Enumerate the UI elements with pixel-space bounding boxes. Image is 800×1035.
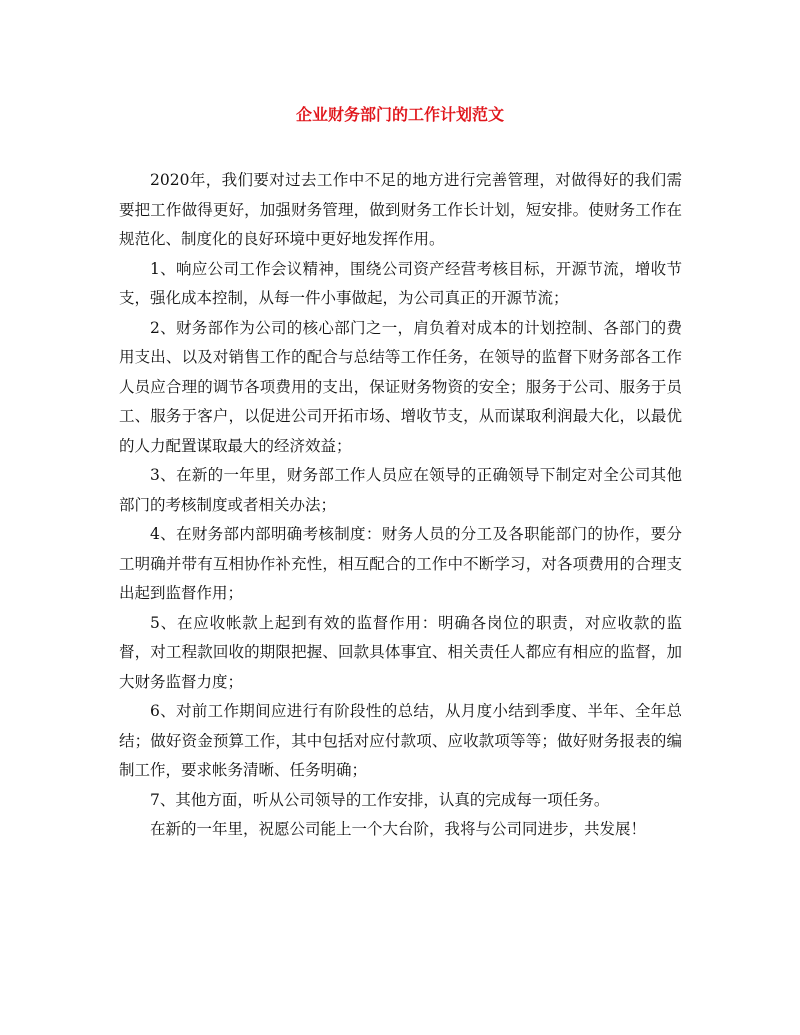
paragraph-item-7: 7、其他方面，听从公司领导的工作安排，认真的完成每一项任务。 xyxy=(150,790,610,809)
paragraph-closing: 在新的一年里，祝愿公司能上一个大台阶，我将与公司同进步，共发展！ xyxy=(150,820,647,838)
paragraph-item-3: 3、在新的一年里，财务部工作人员应在领导的正确领导下制定对全公司其他部门的考核制度或者相关办法； xyxy=(119,466,682,514)
paragraph-item-1: 1、响应公司工作会议精神，围绕公司资产经营考核目标，开源节流，增收节支，强化成本控制，从每一件小事做起，为公司真正的开源节流； xyxy=(119,259,682,307)
document-title: 企业财务部门的工作计划范文 xyxy=(295,105,504,124)
document-body xyxy=(119,166,682,845)
paragraph-item-2: 2、财务部作为公司的核心部门之一，肩负着对成本的计划控制、各部门的费用支出、以及对销售工作的配合与总结等工作任务，在领导的监督下财务部各工作人员应合理的调节各项费用的支出，保证财务物资的安全；服务于公司、服务于员工、服务于客户，以促进公司开拓市场、增收节支，从而谋取利润最大化，以最优的人力配置谋取最大的经济效益； xyxy=(119,318,682,455)
paragraph-item-4: 4、在财务部内部明确考核制度：财务人员的分工及各职能部门的协作，要分工明确并带有互相协作补充性，相互配合的工作中不断学习，对各项费用的合理支出起到监督作用； xyxy=(119,525,682,602)
paragraph-item-6: 6、对前工作期间应进行有阶段性的总结，从月度小结到季度、半年、全年总结；做好资金预算工作，其中包括对应付款项、应收款项等等；做好财务报表的编制工作，要求帐务清晰、任务明确； xyxy=(119,702,682,779)
paragraph-item-5: 5、在应收帐款上起到有效的监督作用：明确各岗位的职责，对应收款的监督，对工程款回收的期限把握、回款具体事宜、相关责任人都应有相应的监督，加大财务监督力度； xyxy=(119,613,682,691)
paragraph-intro: 2020年，我们要对过去工作中不足的地方进行完善管理，对做得好的我们需要把工作做得更好，加强财务管理，做到财务工作长计划，短安排。使财务工作在规范化、制度化的良好环境中更好地发挥作用。 xyxy=(119,171,682,248)
